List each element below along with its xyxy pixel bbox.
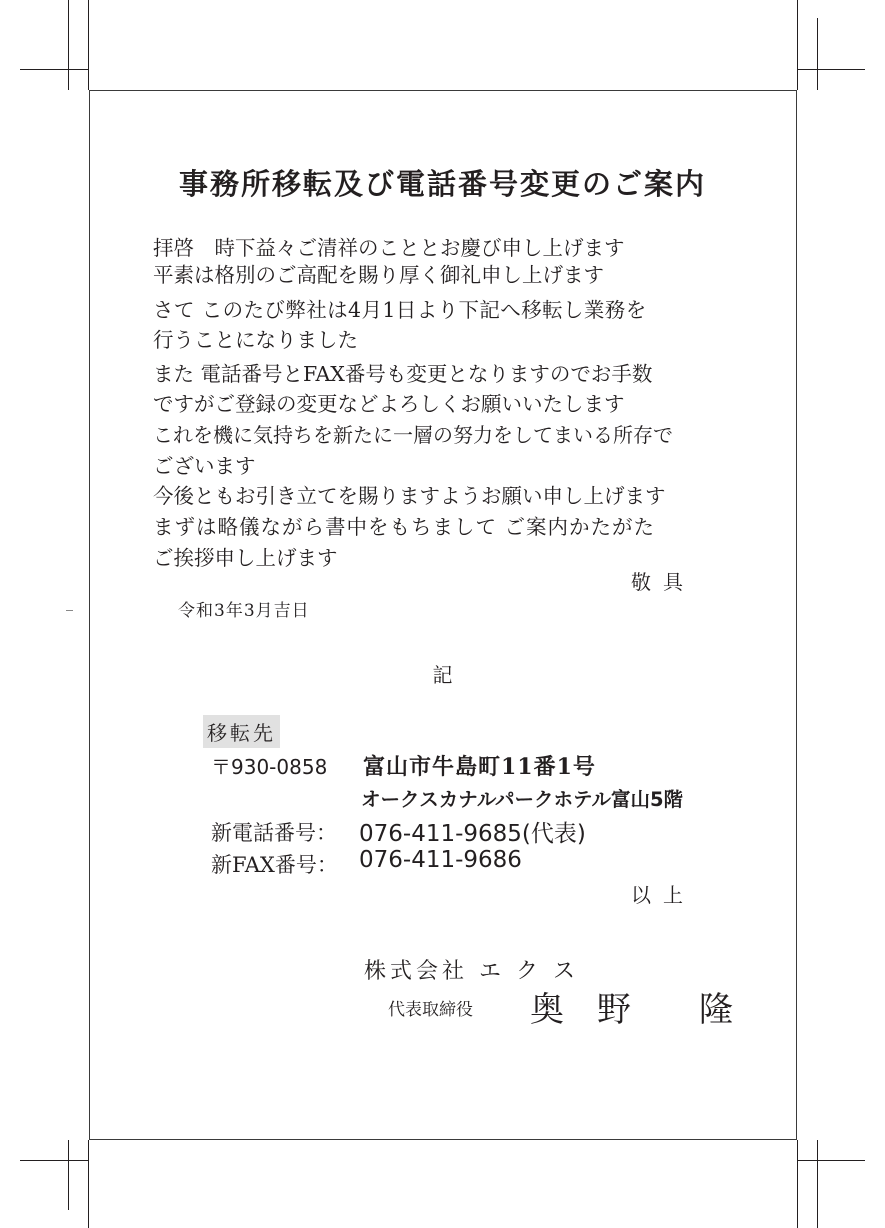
fax-label: 新FAX番号： [211, 853, 338, 877]
body-line: さて このたび弊社は4月1日より下記へ移転し業務を [153, 298, 647, 322]
crop-mark-tl-vertical [88, 0, 89, 90]
end-mark-ijou: 以上 [631, 883, 695, 907]
ki-heading: 記 [432, 663, 453, 687]
body-line: ですがご登録の変更などよろしくお願いいたします [153, 392, 625, 416]
crop-mark-bl-horizontal [20, 1160, 89, 1161]
body-line: 拝啓 時下益々ご清祥のこととお慶び申し上げます [153, 236, 625, 260]
crop-mark-tl-inner-vertical [68, 0, 69, 90]
body-line: また 電話番号とFAX番号も変更となりますのでお手数 [153, 362, 653, 386]
body-line: まずは略儀ながら書中をもちまして ご案内かたがた [153, 515, 656, 539]
signer-name-char: 隆 [699, 990, 733, 1030]
crop-mark-br-inner-vertical [817, 1140, 818, 1228]
address-line-1: 富山市牛島町11番1号 [363, 754, 596, 780]
closing-keigu: 敬具 [631, 570, 695, 594]
body-line: 今後ともお引き立てを賜りますようお願い申し上げます [153, 484, 666, 508]
crop-mark-bl-vertical [88, 1140, 89, 1228]
body-line: 行うことになりました [153, 328, 358, 352]
side-tick-mark [66, 610, 73, 611]
crop-mark-br-vertical [797, 1140, 798, 1228]
signer-name-char: 野 [597, 990, 631, 1030]
body-line: 平素は格別のご高配を賜り厚く御礼申し上げます [153, 263, 604, 287]
postal-code: 〒930-0858 [211, 755, 328, 779]
crop-mark-bl-inner-vertical [68, 1140, 69, 1210]
signer-name-char: 奥 [530, 990, 564, 1030]
body-line: これを機に気持ちを新たに一層の努力をしてまいる所存で [153, 423, 673, 447]
document-title: 事務所移転及び電話番号変更のご案内 [178, 167, 706, 201]
crop-mark-tr-vertical [797, 0, 798, 90]
destination-tag: 移転先 [203, 715, 280, 748]
phone-value: 076-411-9685(代表) [359, 821, 586, 847]
crop-mark-tl-horizontal [20, 69, 89, 70]
crop-mark-tr-horizontal [797, 69, 865, 70]
crop-mark-tr-inner-vertical [817, 18, 818, 90]
crop-mark-br-horizontal [797, 1160, 865, 1161]
body-line: ございます [153, 454, 256, 478]
phone-label: 新電話番号： [211, 821, 337, 845]
signer-role: 代表取締役 [388, 1000, 473, 1020]
company-name: 株式会社 エ ク ス [364, 959, 579, 984]
letter-date: 令和3年3月吉日 [178, 601, 310, 621]
address-line-2: オークスカナルパークホテル富山5階 [361, 788, 684, 811]
fax-value: 076-411-9686 [359, 847, 522, 873]
body-line: ご挨拶申し上げます [153, 546, 338, 570]
